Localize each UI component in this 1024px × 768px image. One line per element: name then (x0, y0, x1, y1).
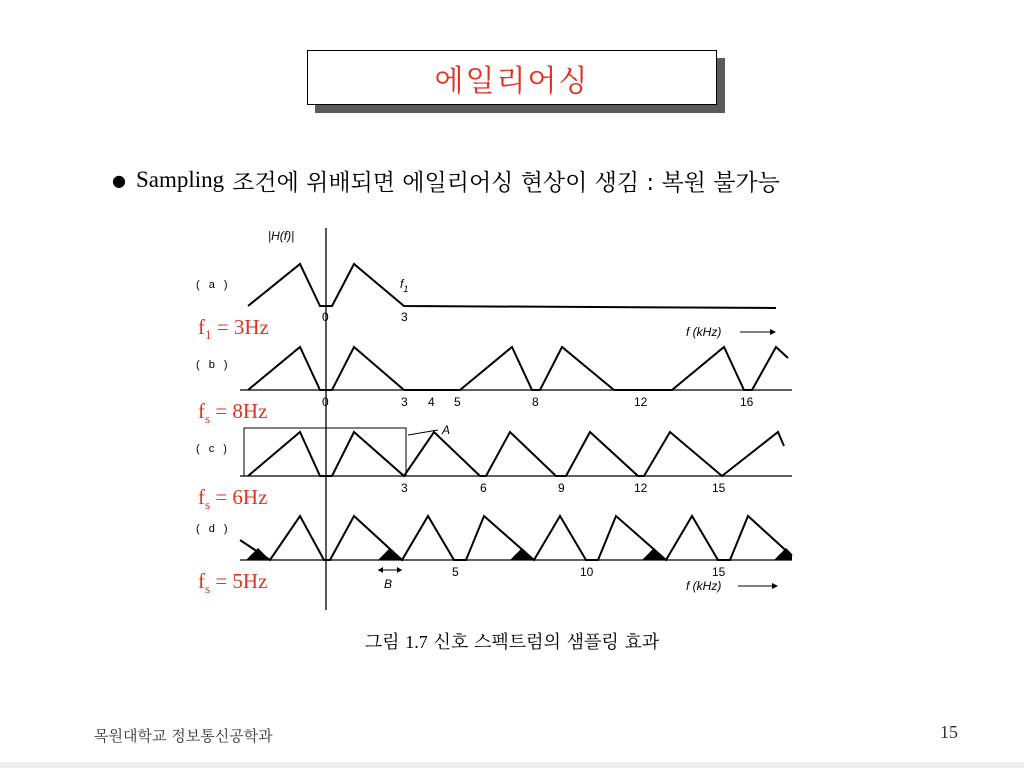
row-a-tick-3: 3 (401, 310, 408, 324)
annotation-B-arrowhead-left (378, 567, 383, 573)
page-number: 15 (940, 722, 958, 742)
y-axis-label: |H(f)| (268, 229, 295, 243)
freq-axis-label-bottom: f (kHz) (686, 579, 722, 593)
bullet-item (112, 162, 780, 198)
annotation-B: B (384, 577, 393, 591)
freq-arrowhead-bottom (772, 583, 778, 589)
row-d-tick-5: 5 (452, 565, 459, 579)
sampling-spectrum-figure (180, 220, 800, 610)
bullet-lead-word: Sampling (135, 167, 225, 192)
row-c-id: ( c ) (196, 443, 230, 455)
row-b-id: ( b ) (196, 359, 231, 371)
row-b-tick-4: 4 (428, 395, 435, 409)
row-b-rate-label: $f_s = 8Hz$ (198, 399, 268, 426)
row-d-rate-label: $f_s = 5Hz$ (198, 569, 268, 596)
row-c-tick-9: 9 (558, 481, 565, 495)
f1-marker: $f_1$ (400, 277, 409, 294)
freq-arrowhead-top (770, 329, 776, 335)
filter-window-A (244, 428, 406, 476)
figure-caption (0, 628, 1024, 654)
row-b-tick-0: 0 (322, 395, 329, 409)
bullet-dot-icon: ● (112, 170, 126, 190)
row-c-rate-label: $f_s = 6Hz$ (198, 485, 268, 512)
annotation-B-arrowhead-right (397, 567, 402, 573)
row-c-spectrum (248, 432, 784, 476)
row-d-id: ( d ) (196, 523, 231, 535)
caption-text: 신호 스펙트럼의 샘플링 효과 (433, 632, 660, 653)
row-a-tick-0: 0 (322, 310, 329, 324)
row-b-tick-8: 8 (532, 395, 539, 409)
caption-prefix: 그림 (364, 632, 400, 653)
row-d-spectrum (240, 516, 792, 560)
row-c-tick-15: 15 (712, 481, 726, 495)
annotation-A: A (442, 423, 451, 437)
slide-title-text: 에일리어싱 (434, 63, 590, 99)
row-b-tick-5: 5 (454, 395, 461, 409)
row-c-tick-3: 3 (401, 481, 408, 495)
row-a-spectrum (248, 264, 776, 308)
row-a-id: ( a ) (196, 279, 231, 291)
row-b-spectrum (248, 347, 788, 390)
bottom-bar (0, 762, 1024, 768)
row-d-tick-10: 10 (580, 565, 594, 579)
bullet-text: 조건에 위배되면 에일리어싱 현상이 생김 : 복원 불가능 (232, 169, 780, 196)
caption-number: 1.7 (405, 632, 428, 652)
row-b-tick-3: 3 (401, 395, 408, 409)
slide-title (307, 50, 717, 105)
row-c-tick-12: 12 (634, 481, 648, 495)
freq-axis-label-top: f (kHz) (686, 325, 722, 339)
row-d-tick-15: 15 (712, 565, 726, 579)
row-b-tick-16: 16 (740, 395, 754, 409)
row-b-tick-12: 12 (634, 395, 648, 409)
row-c-tick-6: 6 (480, 481, 487, 495)
spectrum-diagram (180, 220, 800, 610)
row-a-rate-label: $f_1 = 3Hz$ (198, 315, 269, 342)
footer-institution: 목원대학교 정보통신공학과 (94, 727, 273, 745)
